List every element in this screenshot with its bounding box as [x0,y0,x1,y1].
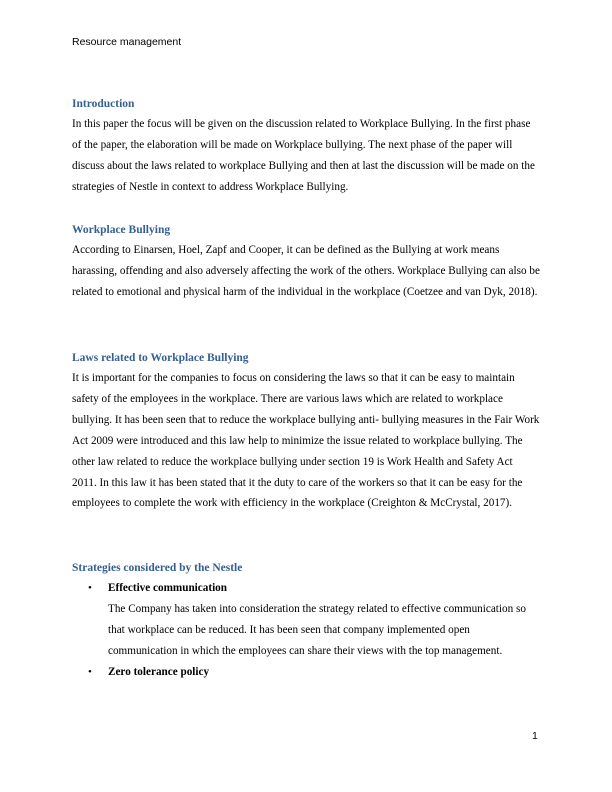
bullet-icon: • [88,665,92,678]
laws-paragraph: It is important for the companies to focus on considering the laws so that it can be easy to maintain safety of the employees in the workplace. There are various laws which are related to workplace bullying. It has been seen that to reduce the workplace bullying anti- bullying measures in the Fair Work Act 2009 were introduced and this law help to minimize the issue related to workplace bullying. The other law related to reduce the workplace bullying under section 19 is Work Health and Safety Act 2011. In this law it has been stated that it the duty to care of the workers so that it can be easy for the employees to complete the work with efficiency in the workplace (Creighton & McCrystal, 2017). [72,372,540,510]
introduction-paragraph: In this paper the focus will be given on the discussion related to Workplace Bullying. In the first phase of the paper, the elaboration will be made on Workplace bullying. The next phase of the paper will discuss about the laws related to workplace Bullying and then at last the discussion will be made on the strategies of Nestle in context to address Workplace Bullying. [72,118,535,193]
page-number: 1 [532,730,538,742]
bullet-icon: • [88,582,92,594]
strategy-title: Effective communication [108,582,227,594]
strategies-list [72,578,540,683]
section-strategies [72,558,540,683]
workplace-bullying-heading: Workplace Bullying [72,224,171,236]
running-header: Resource management [72,36,182,48]
strategies-heading: Strategies considered by the Nestle [72,562,243,574]
workplace-bullying-paragraph: According to Einarsen, Hoel, Zapf and Cooper, it can be defined as the Bullying at work means harassing, offending and also adversely affecting the work of the others. Workplace Bullying can also be related to emotional and physical harm of the individual in the workplace (Coetzee and van Dyk, 2018). [72,244,540,298]
section-laws [72,348,540,514]
strategy-title: Zero tolerance policy [108,665,210,678]
list-item [72,662,540,683]
introduction-heading: Introduction [72,98,135,110]
section-introduction [72,94,540,198]
section-workplace-bullying [72,220,540,303]
laws-heading: Laws related to Workplace Bullying [72,352,249,364]
strategy-body: The Company has taken into consideration the strategy related to effective communication so that workplace can be reduced. It has been seen that company implemented open communication in which the employees can share their views with the top management. [108,602,526,657]
list-item [72,578,540,662]
